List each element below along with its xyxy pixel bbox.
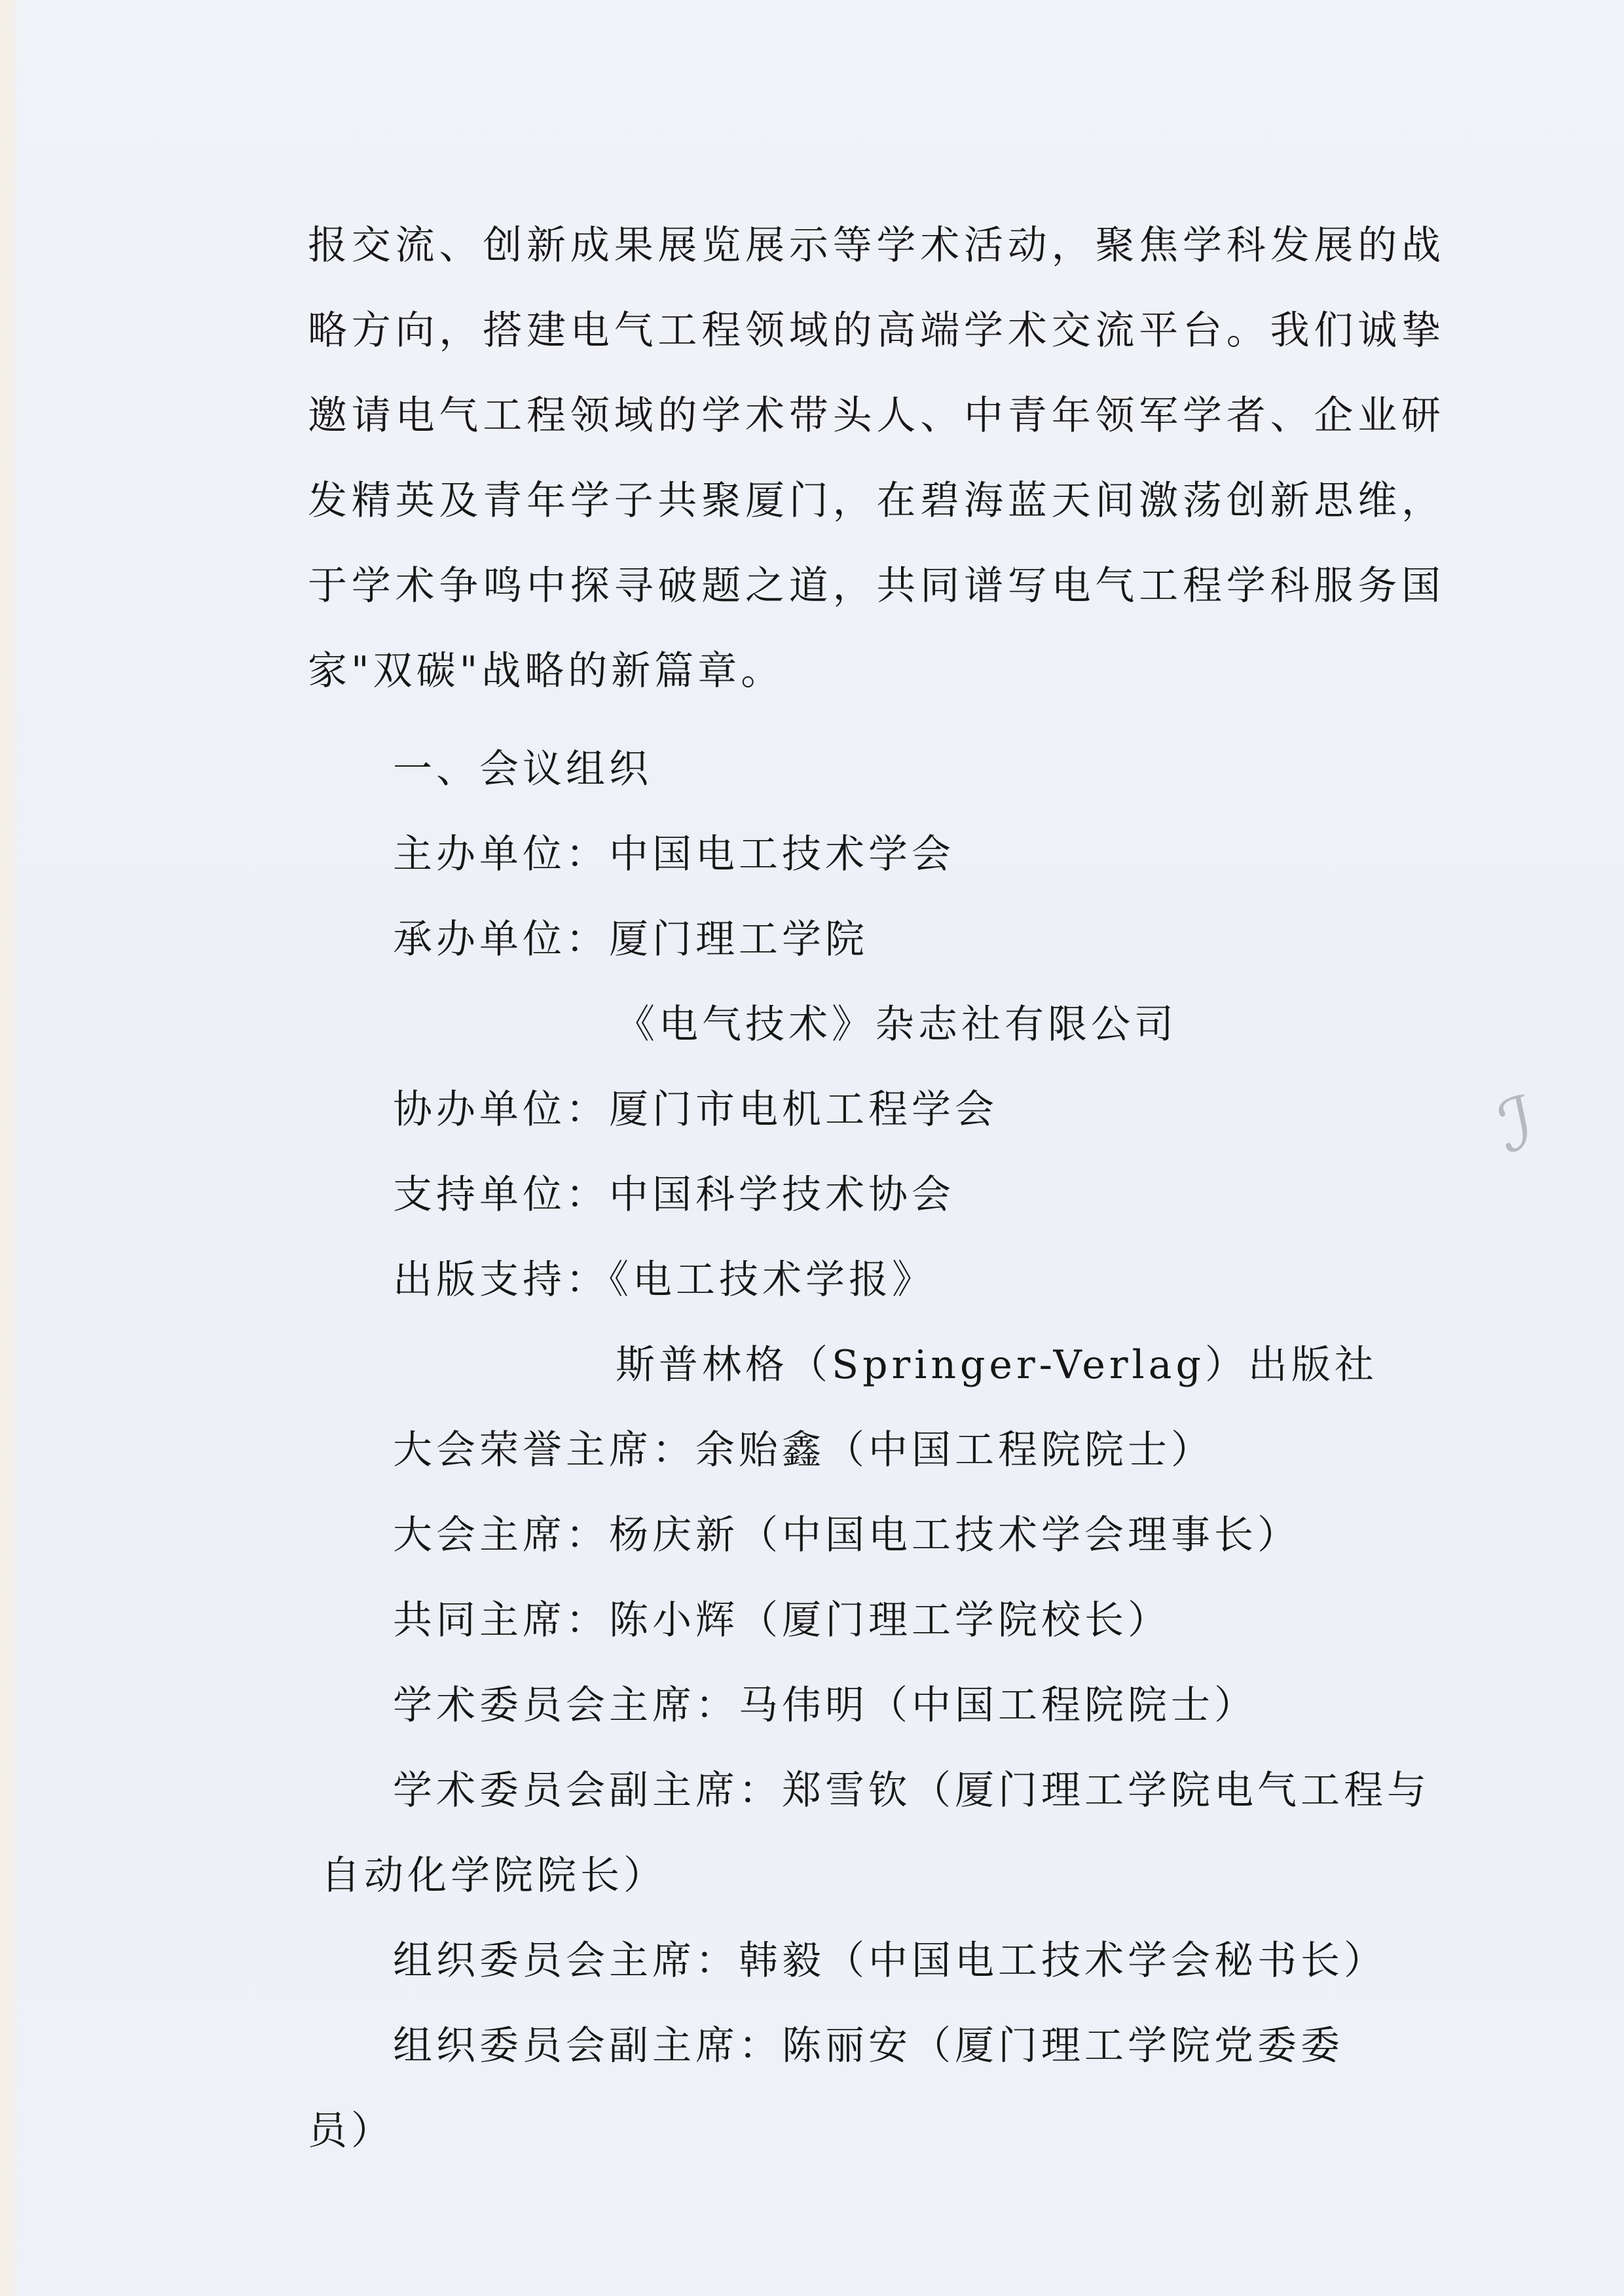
org-line-co-chair: 共同主席：陈小辉（厦门理工学院校长） xyxy=(393,1597,1171,1643)
org-line-academic-chair: 学术委员会主席：马伟明（中国工程院院士） xyxy=(393,1683,1257,1728)
org-line-co-organizer: 协办单位：厦门市电机工程学会 xyxy=(393,1087,998,1133)
org-line-organizing-vice-chair: 组织委员会副主席：陈丽安（厦门理工学院党委委 xyxy=(393,2023,1344,2069)
paragraph-line: 于学术争鸣中探寻破题之道，共同谱写电气工程学科服务国 xyxy=(308,563,1441,609)
org-line-academic-vice-chair: 学术委员会副主席：郑雪钦（厦门理工学院电气工程与 xyxy=(393,1768,1430,1813)
org-line-organizer-2: 《电气技术》杂志社有限公司 xyxy=(616,1002,1177,1048)
org-line-honorary-chair: 大会荣誉主席：余贻鑫（中国工程院院士） xyxy=(393,1427,1214,1473)
paragraph-line: 家"双碳"战略的新篇章。 xyxy=(308,648,784,694)
paragraph-line: 报交流、创新成果展览展示等学术活动，聚焦学科发展的战 xyxy=(308,223,1441,268)
org-line-general-chair: 大会主席：杨庆新（中国电工技术学会理事长） xyxy=(393,1512,1301,1558)
paragraph-line: 邀请电气工程领域的学术带头人、中青年领军学者、企业研 xyxy=(308,393,1441,439)
pen-mark-icon: ℐ xyxy=(1491,1080,1542,1169)
org-line-organizing-chair: 组织委员会主席：韩毅（中国电工技术学会秘书长） xyxy=(393,1938,1387,1984)
org-line-host: 主办单位：中国电工技术学会 xyxy=(393,831,955,877)
org-line-publisher: 出版支持：《电工技术学报》 xyxy=(393,1257,935,1303)
paragraph-line: 发精英及青年学子共聚厦门，在碧海蓝天间激荡创新思维， xyxy=(308,478,1441,524)
org-line-supporter: 支持单位：中国科学技术协会 xyxy=(393,1172,955,1218)
section-heading: 一、会议组织 xyxy=(393,746,652,792)
org-line-organizer: 承办单位：厦门理工学院 xyxy=(393,917,868,962)
paragraph-line: 略方向，搭建电气工程领域的高端学术交流平台。我们诚挚 xyxy=(308,308,1441,354)
org-line-publisher-2: 斯普林格（Springer-Verlag）出版社 xyxy=(616,1342,1378,1388)
org-line-organizing-vice-chair-cont: 员） xyxy=(308,2108,394,2154)
org-line-academic-vice-chair-cont: 自动化学院院长） xyxy=(321,1853,667,1899)
